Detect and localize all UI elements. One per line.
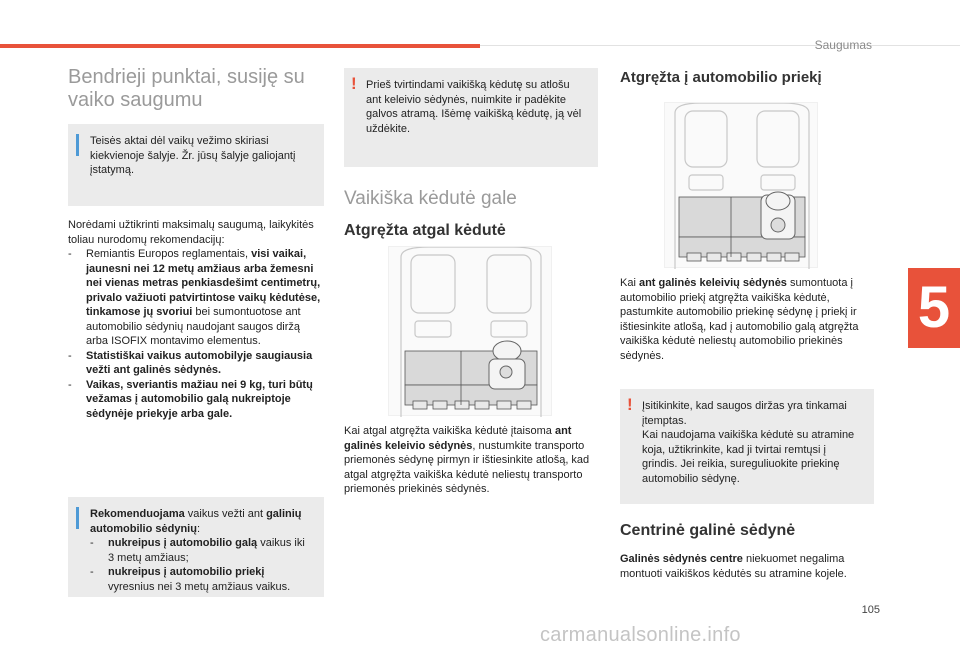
subtitle-rear-facing: Atgręžta atgal kėdutė: [344, 222, 506, 239]
warning-text: Prieš tvirtindami vaikišką kėdutę su atlošu ant keleivio sėdynės, nuimkite ir padėkite galvos atramą. Išėmę vaikišką kėdutę, ją vėl uždėkite.: [366, 79, 582, 135]
list-item: - Remiantis Europos reglamentais, visi vaikai, jaunesni nei 12 metų amžiaus arba žemesni nei vienas metras penkiasdešimt centimetrų, privalo važiuoti patvirtintose vaikų kėdutėse, tinkamose jų svoriui bei sumontuotose ant automobilio sėdynių naudojant saugos diržą arba ISOFIX montavimo elementus.: [68, 248, 321, 348]
info-box-recommended: Rekomenduojama vaikus vežti ant galinių automobilio sėdynių: - nukreipus į automobilio galą vaikus iki 3 metų amžiaus; - nukreipus į automobilio priekį vyresnius nei 3 metų amžiaus vaikus.: [68, 497, 324, 597]
chapter-tab: 5: [908, 268, 960, 348]
info-icon: [76, 507, 79, 529]
page-number: 105: [861, 604, 880, 616]
rear-facing-text: Kai atgal atgręžta vaikiška kėdutė įtaisoma ant galinės keleivio sėdynės, nustumkite transporto priemonės sėdynę pirmyn ir ištiesinkite atlošą, kad atgal atgręžta vaikiška kėdutė neliestų transporto priemonės priekinės sėdynės.: [344, 425, 590, 496]
warning-box-belt: [620, 389, 874, 504]
list-item: - nukreipus į automobilio priekį vyresnius nei 3 metų amžiaus vaikus.: [90, 566, 291, 593]
forward-facing-text: Kai ant galinės keleivių sėdynės sumontuota į automobilio priekį atgręžta vaikiška kėdutė, pastumkite automobilio priekinę sėdynę į priekį ir ištiesinkite atlošą, kad į automobilio galą atgręžta vaikiška kėdutė neliestų automobilio priekinės sėdynės.: [620, 277, 859, 362]
intro-text: Norėdami užtikrinti maksimalų saugumą, laikykitės toliau nurodomų rekomendacijų:: [68, 219, 314, 246]
list-item: - Vaikas, sveriantis mažiau nei 9 kg, turi būtų vežamas į automobilio galą nukreiptoje sėdynėje priekyje arba gale.: [68, 378, 313, 420]
rear-facing-seat-illustration: [388, 246, 552, 416]
subtitle-forward-facing: Atgręžta į automobilio priekį: [620, 69, 822, 86]
warning-text-1: Įsitikinkite, kad saugos diržas yra tinkamai įtemptas.: [642, 400, 847, 427]
top-accent-bar: [0, 44, 480, 48]
center-rear-text: Galinės sėdynės centre niekuomet negalima montuoti vaikiškos kėdutės su atramine kojele.: [620, 553, 847, 580]
top-divider: [480, 45, 960, 46]
recommendations: [68, 218, 324, 421]
forward-facing-seat-illustration: [664, 102, 818, 268]
warning-icon: !: [351, 74, 357, 93]
warning-box-headrest: [344, 68, 598, 167]
warning-text-2: Kai naudojama vaikiška kėdutė su atramine koja, užtikrinkite, kad ji tvirtai remtųsi į grindis. Jei reikia, sureguliuokite priekinę automobilio sėdynę.: [642, 429, 855, 485]
watermark: carmanualsonline.info: [540, 624, 741, 646]
list-item: - Statistiškai vaikus automobilyje saugiausia vežti ant galinės sėdynės.: [68, 349, 313, 377]
section-title-center-rear: Centrinė galinė sėdynė: [620, 522, 796, 539]
page-title: Bendrieji punktai, susiję su vaiko saugumu: [68, 66, 305, 111]
warning-icon: !: [627, 395, 633, 414]
info-box-text: Teisės aktai dėl vaikų vežimo skiriasi kiekvienoje šalyje. Žr. jūsų šalyje galiojantį įstatymą.: [90, 135, 296, 177]
info-icon: [76, 134, 79, 156]
section-name: Saugumas: [814, 38, 872, 52]
section-title-rear: Vaikiška kėdutė gale: [344, 188, 517, 209]
info-box-law: [68, 124, 324, 206]
list-item: - nukreipus į automobilio galą vaikus iki 3 metų amžiaus;: [90, 537, 305, 564]
